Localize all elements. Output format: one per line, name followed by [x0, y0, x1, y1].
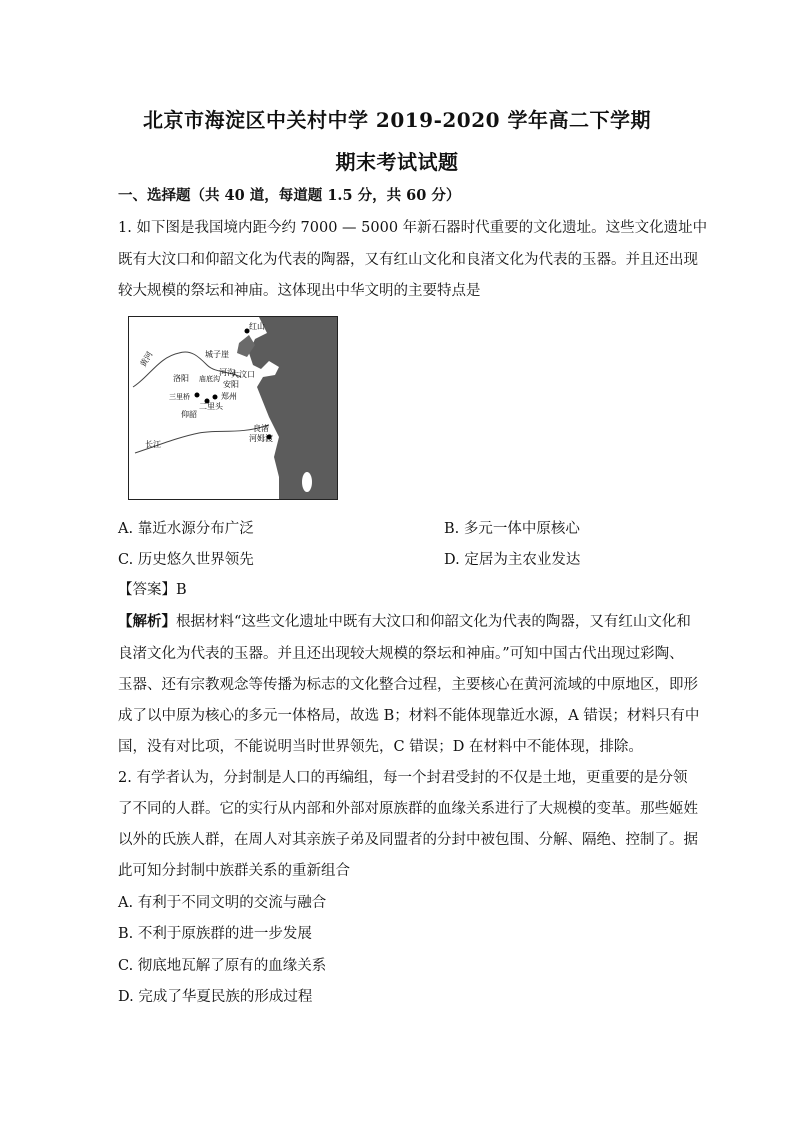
label-zhengzhou: 郑州	[221, 392, 237, 401]
q1-stem-line-2: 既有大汶口和仰韶文化为代表的陶器，又有红山文化和良渚文化为代表的玉器。并且还出现	[118, 252, 698, 268]
q2-stem-line-2: 了不同的人群。它的实行从内部和外部对原族群的血缘关系进行了大规模的变革。那些姬姓	[118, 801, 698, 817]
label-dawenkou: 大汶口	[231, 370, 255, 379]
q2-option-b: B. 不利于原族群的进一步发展	[118, 926, 312, 942]
q1-answer: 【答案】B	[118, 582, 187, 598]
q1-analysis-line-4: 成了以中原为核心的多元一体格局，故选 B；材料不能体现靠近水源，A 错误；材料只有中	[118, 708, 700, 724]
map-graphic	[129, 317, 337, 499]
label-liangzhu: 良渚	[253, 424, 269, 433]
analysis-label: 【解析】	[118, 613, 176, 630]
analysis-text-1: 根据材料“这些文化遗址中既有大汶口和仰韶文化为代表的陶器，又有红山文化和	[176, 614, 691, 630]
label-anyang: 安阳	[223, 380, 239, 389]
section-heading: 一、选择题（共 40 道，每道题 1.5 分，共 60 分）	[118, 187, 461, 204]
q2-option-d: D. 完成了华夏民族的形成过程	[118, 989, 313, 1005]
label-erlitou: 二里头	[199, 402, 223, 411]
q1-analysis-line-5: 国，没有对比项，不能说明当时世界领先，C 错误；D 在材料中不能体现，排除。	[118, 739, 643, 755]
taiwan-island	[302, 472, 312, 492]
label-chengziya: 城子崖	[205, 350, 229, 359]
label-yangshao: 仰韶	[181, 410, 197, 419]
q2-option-a: A. 有利于不同文明的交流与融合	[118, 895, 327, 911]
q1-analysis-line-2: 良渚文化为代表的玉器。并且还出现较大规模的祭坛和神庙。”可知中国古代出现过彩陶、	[118, 646, 684, 662]
q2-stem-line-3: 以外的氏族人群，在周人对其亲族子弟及同盟者的分封中被包围、分解、隔绝、控制了。据	[118, 832, 698, 848]
q2-option-c: C. 彻底地瓦解了原有的血缘关系	[118, 958, 327, 974]
label-hemudu: 河姆渡	[249, 434, 273, 443]
label-huanghe: 黄河	[138, 350, 155, 369]
sea-area	[249, 317, 337, 499]
q1-option-a: A. 靠近水源分布广泛	[118, 521, 254, 537]
site-marker	[213, 395, 218, 400]
label-heigou: 河沟	[219, 368, 235, 377]
label-changjiang: 长江	[145, 440, 161, 449]
q1-option-b: B. 多元一体中原核心	[444, 521, 580, 537]
neolithic-sites-map	[128, 316, 338, 500]
q1-analysis-line-3: 玉器、还有宗教观念等传播为标志的文化整合过程，主要核心在黄河流域的中原地区，即形	[118, 677, 698, 693]
q1-analysis-line-1	[118, 612, 691, 632]
label-hongshan: 红山	[249, 322, 265, 331]
q1-stem-line-3: 较大规模的祭坛和神庙。这体现出中华文明的主要特点是	[118, 283, 481, 299]
q2-stem-line-4: 此可知分封制中族群关系的重新组合	[118, 863, 350, 879]
label-luoyang: 洛阳	[173, 374, 189, 383]
q2-stem-line-1: 2. 有学者认为，分封制是人口的再编组，每一个封君受封的不仅是土地，更重要的是分领	[118, 770, 688, 786]
title-line-2: 期末考试试题	[335, 150, 459, 174]
q1-option-c: C. 历史悠久世界领先	[118, 552, 254, 568]
site-marker	[195, 393, 200, 398]
q1-stem-line-1: 1. 如下图是我国境内距今约 7000 — 5000 年新石器时代重要的文化遗址。这些文化遗址中	[118, 220, 708, 236]
label-miaodigou: 庙底沟	[199, 375, 220, 383]
title-line-1: 北京市海淀区中关村中学 2019-2020 学年高二下学期	[142, 108, 652, 132]
label-sanlijian: 三里桥	[169, 393, 190, 401]
q1-option-d: D. 定居为主农业发达	[444, 552, 581, 568]
